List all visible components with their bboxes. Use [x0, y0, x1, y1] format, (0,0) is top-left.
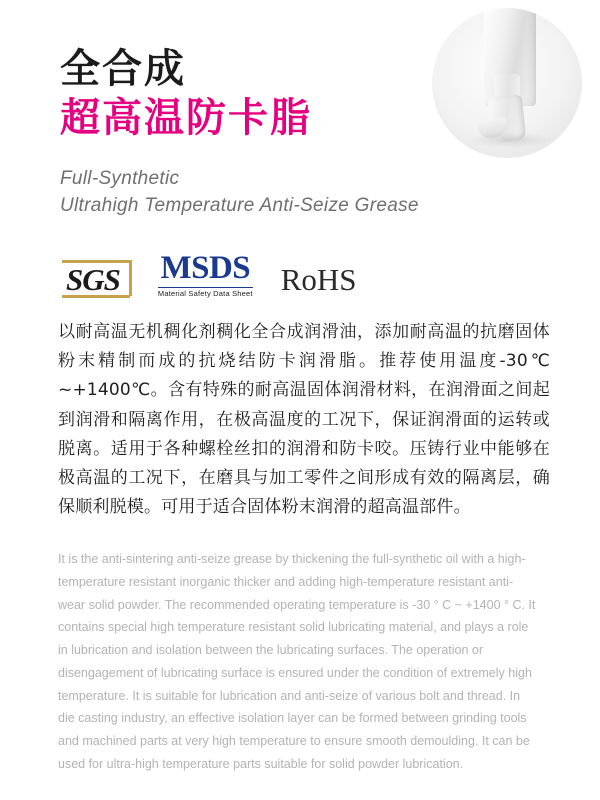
sgs-logo	[62, 262, 130, 298]
page-subtitle-english-line1: Full-Synthetic	[60, 168, 180, 190]
sgs-bar-right-icon	[129, 260, 132, 296]
page-subtitle-english	[60, 166, 460, 220]
description-chinese: 以耐高温无机稠化剂稠化全合成润滑油，添加耐高温的抗磨固体粉末精制而成的抗烧结防卡润滑脂。推荐使用温度-30℃ ~+1400℃。含有特殊的耐高温固体润滑材料，在润滑面之间起到润滑和隔离作用，在极高温度的工况下，保证润滑面的运转或脱离。适用于各种螺栓丝扣的润滑和防卡咬。压铸行业中能够在极高温的工况下，在磨具与加工零件之间形成有效的隔离层，确保顺利脱模。可用于适合固体粉末润滑的超高温部件。	[58, 322, 550, 518]
description-english: It is the anti-sintering anti-seize grease by thickening the full-synthetic oil with a high-temperature resistant inorganic thicker and adding high-temperature resistant anti-wear solid powder. The recommended operating temperature is -30 ° C ~ +1400 ° C. It contains special high temperature resistant solid lubricating material, and plays a role in lubrication and isolation between the lubricating surfaces. The operation or disengagement of lubricating surface is ensured under the condition of extremely high temperature. It is suitable for lubrication and anti-seize of various bolt and thread. In die casting industry, an effective isolation layer can be formed between grinding tools and machined parts at very high temperature to ensure smooth demoulding. It can be used for ultra-high temperature parts suitable for solid powder lubrication.	[58, 552, 536, 771]
certification-logos	[62, 252, 357, 298]
msds-logo-label: MSDS	[160, 250, 251, 286]
page-title-chinese-primary: 全合成	[60, 46, 186, 92]
sgs-logo-label: SGS	[66, 262, 120, 297]
page-subtitle-english-line2: Ultrahigh Temperature Anti-Seize Grease	[60, 195, 419, 217]
tube-shadow	[468, 132, 554, 148]
rohs-logo	[281, 262, 357, 298]
msds-logo	[158, 252, 253, 298]
title-block	[60, 46, 460, 220]
msds-logo-sublabel: Material Safety Data Sheet	[157, 289, 253, 298]
page-title-chinese-secondary: 超高温防卡脂	[60, 95, 312, 142]
rohs-logo-label: RoHS	[280, 262, 357, 297]
